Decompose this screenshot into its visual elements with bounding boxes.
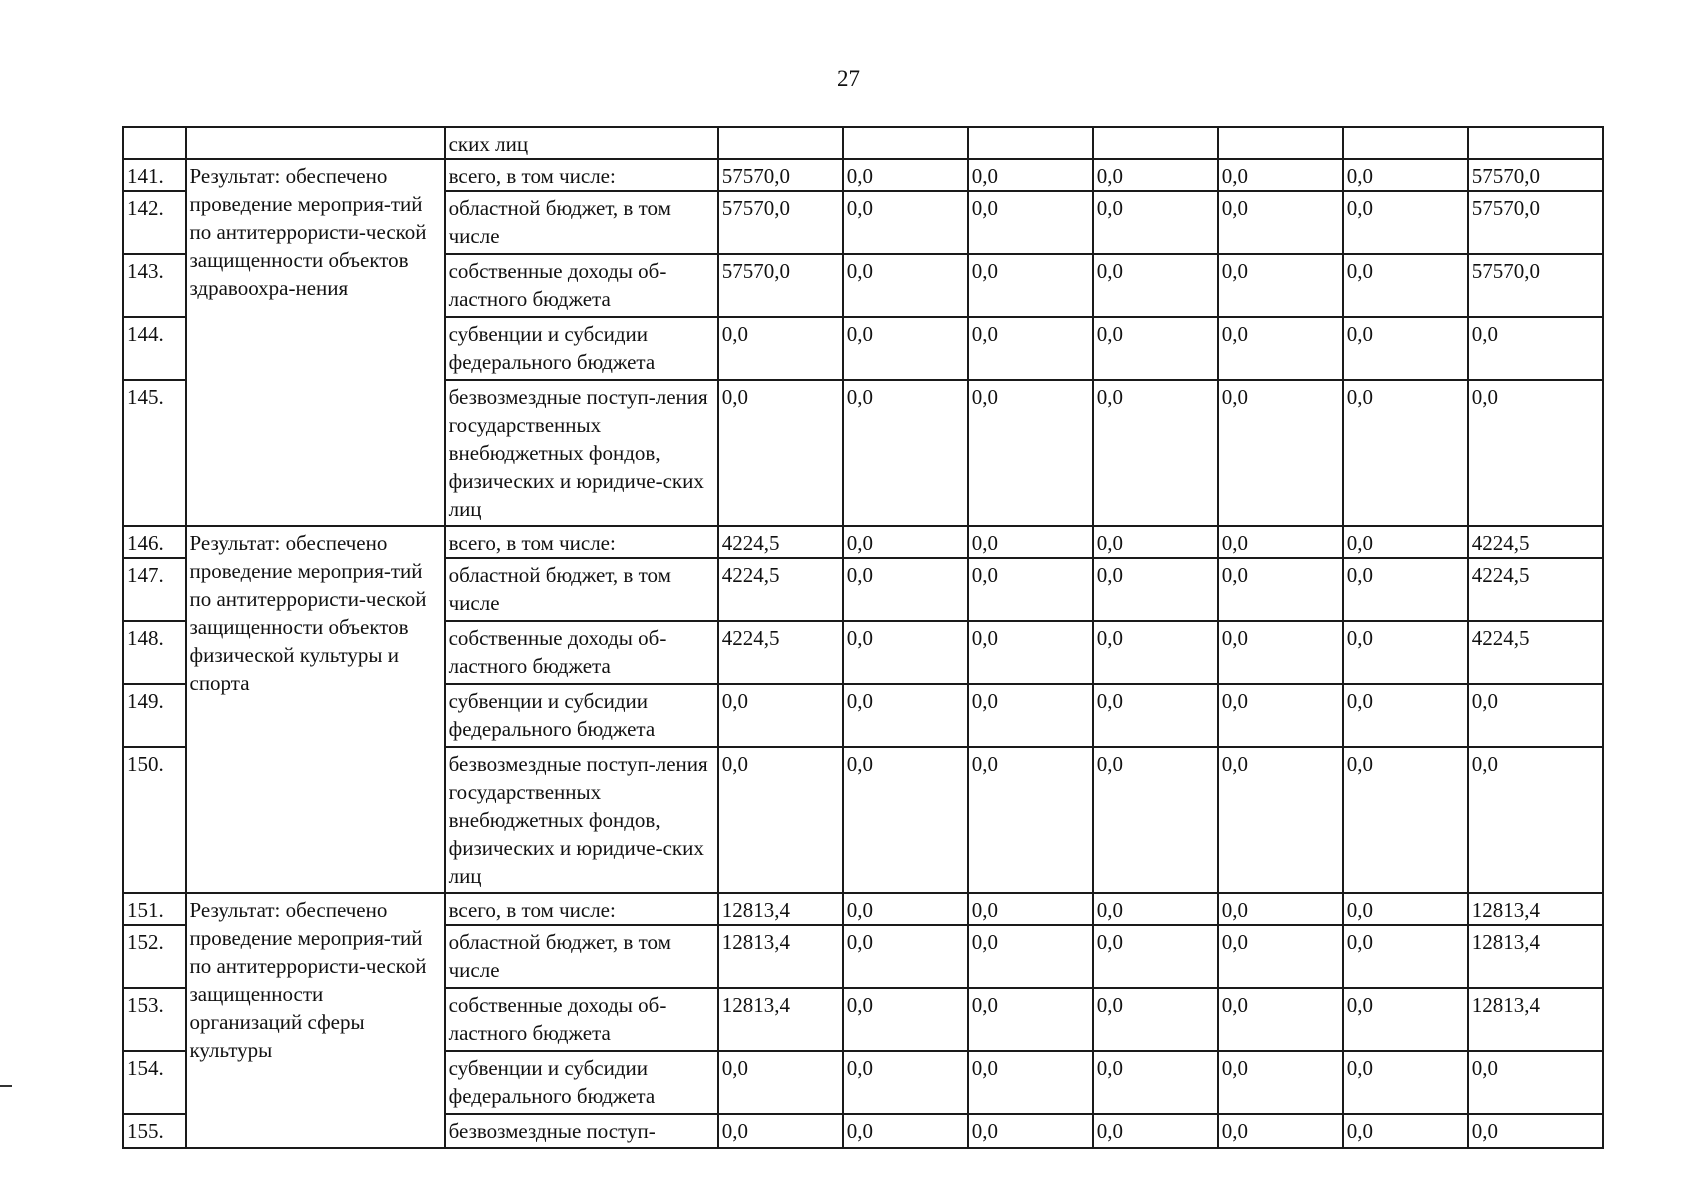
value-cell: 0,0 — [1093, 1114, 1218, 1148]
value-cell: 0,0 — [1093, 1051, 1218, 1114]
value-cell: 4224,5 — [1468, 526, 1603, 558]
value-cell: 0,0 — [718, 684, 843, 747]
value-cell: 57570,0 — [1468, 159, 1603, 191]
value-cell: 0,0 — [1343, 684, 1468, 747]
table-row-continuation — [123, 127, 1603, 159]
value-cell: 0,0 — [1343, 988, 1468, 1051]
value-cell: 0,0 — [1343, 159, 1468, 191]
funding-source-cell: субвенции и субсидии федерального бюджета — [445, 1051, 718, 1114]
value-cell — [1218, 127, 1343, 159]
value-cell: 4224,5 — [718, 621, 843, 684]
value-cell: 0,0 — [1343, 254, 1468, 317]
value-cell: 0,0 — [1218, 380, 1343, 526]
value-cell: 12813,4 — [1468, 988, 1603, 1051]
result-cell: Результат: обеспечено проведение мероприя-тий по антитеррористи-ческой защищенности объектов здравоохра-нения — [186, 159, 445, 526]
row-number-cell: 155. — [123, 1114, 186, 1148]
row-number-cell: 150. — [123, 747, 186, 893]
value-cell: 0,0 — [843, 893, 968, 925]
value-cell: 0,0 — [843, 1051, 968, 1114]
value-cell: 0,0 — [843, 317, 968, 380]
funding-source-cell: безвозмездные поступ-ления государственных внебюджетных фондов, физических и юридиче-ских лиц — [445, 747, 718, 893]
value-cell: 0,0 — [1218, 254, 1343, 317]
value-cell: 0,0 — [968, 254, 1093, 317]
row-number-cell: 143. — [123, 254, 186, 317]
value-cell: 0,0 — [843, 526, 968, 558]
value-cell: 0,0 — [1343, 1051, 1468, 1114]
value-cell: 0,0 — [1218, 1114, 1343, 1148]
value-cell: 0,0 — [1343, 317, 1468, 380]
value-cell: 0,0 — [1218, 159, 1343, 191]
value-cell: 0,0 — [1343, 191, 1468, 254]
value-cell: 0,0 — [718, 317, 843, 380]
value-cell: 0,0 — [968, 747, 1093, 893]
value-cell: 0,0 — [718, 380, 843, 526]
value-cell: 0,0 — [1218, 1051, 1343, 1114]
value-cell: 0,0 — [968, 684, 1093, 747]
value-cell: 12813,4 — [1468, 893, 1603, 925]
value-cell: 0,0 — [1093, 317, 1218, 380]
funding-source-cell: всего, в том числе: — [445, 159, 718, 191]
value-cell: 0,0 — [1343, 526, 1468, 558]
value-cell: 0,0 — [843, 191, 968, 254]
row-number-cell: 148. — [123, 621, 186, 684]
value-cell: 0,0 — [843, 621, 968, 684]
value-cell: 4224,5 — [718, 558, 843, 621]
funding-source-cell: безвозмездные поступ-ления государственных внебюджетных фондов, физических и юридиче-ских лиц — [445, 380, 718, 526]
value-cell: 4224,5 — [718, 526, 843, 558]
value-cell: 57570,0 — [718, 254, 843, 317]
value-cell — [1343, 127, 1468, 159]
value-cell: 0,0 — [1093, 684, 1218, 747]
row-number-cell: 149. — [123, 684, 186, 747]
value-cell: 0,0 — [1218, 684, 1343, 747]
value-cell — [968, 127, 1093, 159]
value-cell: 0,0 — [968, 925, 1093, 988]
value-cell: 4224,5 — [1468, 621, 1603, 684]
value-cell: 12813,4 — [718, 988, 843, 1051]
value-cell: 0,0 — [968, 317, 1093, 380]
funding-source-cell: всего, в том числе: — [445, 893, 718, 925]
budget-table — [122, 126, 1604, 1149]
value-cell: 12813,4 — [718, 893, 843, 925]
value-cell: 57570,0 — [1468, 191, 1603, 254]
value-cell: 57570,0 — [718, 191, 843, 254]
value-cell: 0,0 — [1093, 526, 1218, 558]
table-row — [123, 159, 1603, 191]
value-cell: 0,0 — [1343, 1114, 1468, 1148]
value-cell — [1093, 127, 1218, 159]
value-cell: 57570,0 — [718, 159, 843, 191]
value-cell: 0,0 — [1343, 621, 1468, 684]
value-cell: 0,0 — [968, 191, 1093, 254]
value-cell: 0,0 — [843, 925, 968, 988]
value-cell: 0,0 — [1343, 380, 1468, 526]
result-cell: Результат: обеспечено проведение мероприя-тий по антитеррористи-ческой защищенности организаций сферы культуры — [186, 893, 445, 1148]
value-cell: 0,0 — [1343, 747, 1468, 893]
row-number-cell: 146. — [123, 526, 186, 558]
value-cell: 0,0 — [1468, 747, 1603, 893]
funding-source-cell: собственные доходы об-ластного бюджета — [445, 621, 718, 684]
value-cell: 0,0 — [1468, 380, 1603, 526]
value-cell: 57570,0 — [1468, 254, 1603, 317]
row-number-cell: 142. — [123, 191, 186, 254]
value-cell: 0,0 — [968, 159, 1093, 191]
value-cell: 0,0 — [1218, 191, 1343, 254]
value-cell: 0,0 — [718, 1051, 843, 1114]
value-cell: 0,0 — [1093, 159, 1218, 191]
row-number-cell: 141. — [123, 159, 186, 191]
result-cell: Результат: обеспечено проведение мероприя-тий по антитеррористи-ческой защищенности объектов физической культуры и спорта — [186, 526, 445, 893]
value-cell: 0,0 — [1218, 526, 1343, 558]
funding-source-cell: субвенции и субсидии федерального бюджета — [445, 684, 718, 747]
row-number-cell: 153. — [123, 988, 186, 1051]
value-cell: 0,0 — [968, 380, 1093, 526]
value-cell: 0,0 — [1468, 1051, 1603, 1114]
value-cell — [843, 127, 968, 159]
value-cell: 0,0 — [968, 1114, 1093, 1148]
funding-source-cell: безвозмездные поступ- — [445, 1114, 718, 1148]
value-cell: 0,0 — [968, 988, 1093, 1051]
value-cell: 0,0 — [718, 1114, 843, 1148]
funding-source-cell: областной бюджет, в том числе — [445, 925, 718, 988]
funding-source-cell: субвенции и субсидии федерального бюджета — [445, 317, 718, 380]
value-cell: 0,0 — [1468, 317, 1603, 380]
value-cell: 0,0 — [843, 558, 968, 621]
result-cell — [186, 127, 445, 159]
value-cell — [1468, 127, 1603, 159]
value-cell: 4224,5 — [1468, 558, 1603, 621]
row-number-cell: 147. — [123, 558, 186, 621]
value-cell: 0,0 — [968, 558, 1093, 621]
funding-source-cell: ских лиц — [445, 127, 718, 159]
value-cell: 0,0 — [1218, 925, 1343, 988]
value-cell: 0,0 — [1093, 925, 1218, 988]
value-cell: 0,0 — [1468, 684, 1603, 747]
value-cell: 0,0 — [1218, 893, 1343, 925]
value-cell: 0,0 — [968, 893, 1093, 925]
value-cell: 12813,4 — [718, 925, 843, 988]
value-cell: 0,0 — [1343, 558, 1468, 621]
value-cell: 0,0 — [1093, 380, 1218, 526]
value-cell: 0,0 — [843, 1114, 968, 1148]
value-cell: 0,0 — [1093, 254, 1218, 317]
value-cell: 0,0 — [1218, 747, 1343, 893]
value-cell: 0,0 — [718, 747, 843, 893]
row-number-cell: 144. — [123, 317, 186, 380]
value-cell: 0,0 — [1218, 317, 1343, 380]
value-cell: 0,0 — [1218, 988, 1343, 1051]
row-number-cell: 154. — [123, 1051, 186, 1114]
value-cell: 0,0 — [843, 684, 968, 747]
funding-source-cell: всего, в том числе: — [445, 526, 718, 558]
value-cell: 0,0 — [843, 254, 968, 317]
value-cell: 0,0 — [1218, 558, 1343, 621]
value-cell: 12813,4 — [1468, 925, 1603, 988]
value-cell: 0,0 — [1093, 747, 1218, 893]
value-cell: 0,0 — [1218, 621, 1343, 684]
value-cell: 0,0 — [1343, 925, 1468, 988]
value-cell: 0,0 — [968, 1051, 1093, 1114]
table-row — [123, 526, 1603, 558]
value-cell: 0,0 — [843, 747, 968, 893]
row-number-cell: 145. — [123, 380, 186, 526]
funding-source-cell: областной бюджет, в том числе — [445, 558, 718, 621]
value-cell: 0,0 — [843, 380, 968, 526]
value-cell — [718, 127, 843, 159]
page-number: 27 — [837, 66, 860, 91]
row-number-cell — [123, 127, 186, 159]
value-cell: 0,0 — [1468, 1114, 1603, 1148]
funding-source-cell: областной бюджет, в том числе — [445, 191, 718, 254]
value-cell: 0,0 — [1093, 191, 1218, 254]
value-cell: 0,0 — [843, 159, 968, 191]
value-cell: 0,0 — [968, 621, 1093, 684]
margin-mark — [0, 1085, 12, 1087]
value-cell: 0,0 — [1093, 893, 1218, 925]
value-cell: 0,0 — [968, 526, 1093, 558]
value-cell: 0,0 — [1093, 988, 1218, 1051]
value-cell: 0,0 — [843, 988, 968, 1051]
funding-source-cell: собственные доходы об-ластного бюджета — [445, 988, 718, 1051]
row-number-cell: 152. — [123, 925, 186, 988]
funding-source-cell: собственные доходы об-ластного бюджета — [445, 254, 718, 317]
value-cell: 0,0 — [1093, 558, 1218, 621]
table-row — [123, 893, 1603, 925]
value-cell: 0,0 — [1093, 621, 1218, 684]
value-cell: 0,0 — [1343, 893, 1468, 925]
row-number-cell: 151. — [123, 893, 186, 925]
